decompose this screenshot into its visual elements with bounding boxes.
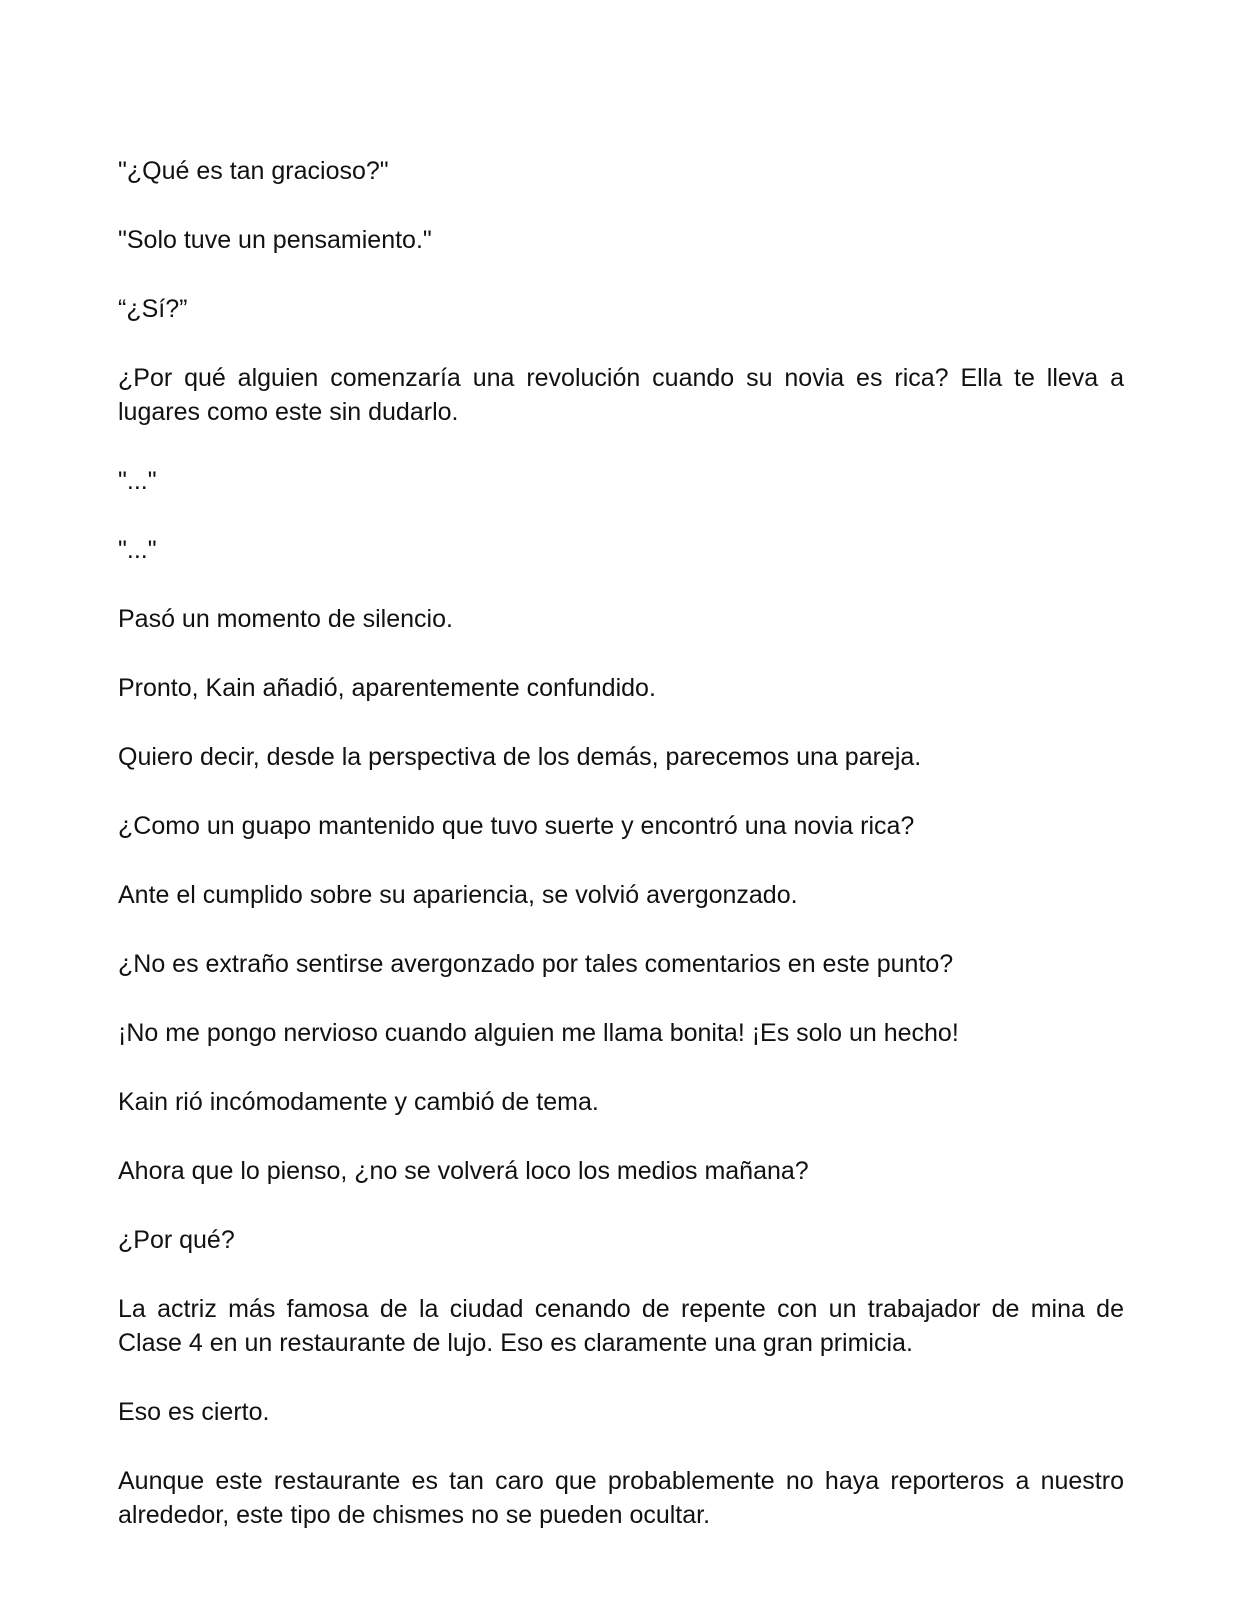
paragraph-7: Pasó un momento de silencio. [118,605,453,633]
paragraph-16: ¿Por qué? [118,1226,235,1254]
paragraph-3: “¿Sí?” [118,295,188,323]
paragraph-6: "..." [118,536,157,564]
document-body [118,154,1124,1567]
paragraph-9: Quiero decir, desde la perspectiva de los demás, parecemos una pareja. [118,743,922,771]
paragraph-2: "Solo tuve un pensamiento." [118,226,432,254]
paragraph-15: Ahora que lo pienso, ¿no se volverá loco los medios mañana? [118,1157,809,1185]
paragraph-13: ¡No me pongo nervioso cuando alguien me llama bonita! ¡Es solo un hecho! [118,1019,959,1047]
paragraph-14: Kain rió incómodamente y cambió de tema. [118,1088,599,1116]
paragraph-8: Pronto, Kain añadió, aparentemente confundido. [118,674,656,702]
paragraph-4: ¿Por qué alguien comenzaría una revolución cuando su novia es rica? Ella te lleva a lugares como este sin dudarlo. [118,364,1124,426]
paragraph-19: Aunque este restaurante es tan caro que probablemente no haya reporteros a nuestro alrededor, este tipo de chismes no se pueden ocultar. [118,1467,1124,1529]
paragraph-10: ¿Como un guapo mantenido que tuvo suerte y encontró una novia rica? [118,812,915,840]
paragraph-11: Ante el cumplido sobre su apariencia, se volvió avergonzado. [118,881,798,909]
paragraph-1: "¿Qué es tan gracioso?" [118,157,389,185]
paragraph-18: Eso es cierto. [118,1398,270,1426]
paragraph-17: La actriz más famosa de la ciudad cenando de repente con un trabajador de mina de Clase 4 en un restaurante de lujo. Eso es claramente una gran primicia. [118,1295,1124,1357]
paragraph-12: ¿No es extraño sentirse avergonzado por tales comentarios en este punto? [118,950,954,978]
paragraph-5: "..." [118,467,157,495]
